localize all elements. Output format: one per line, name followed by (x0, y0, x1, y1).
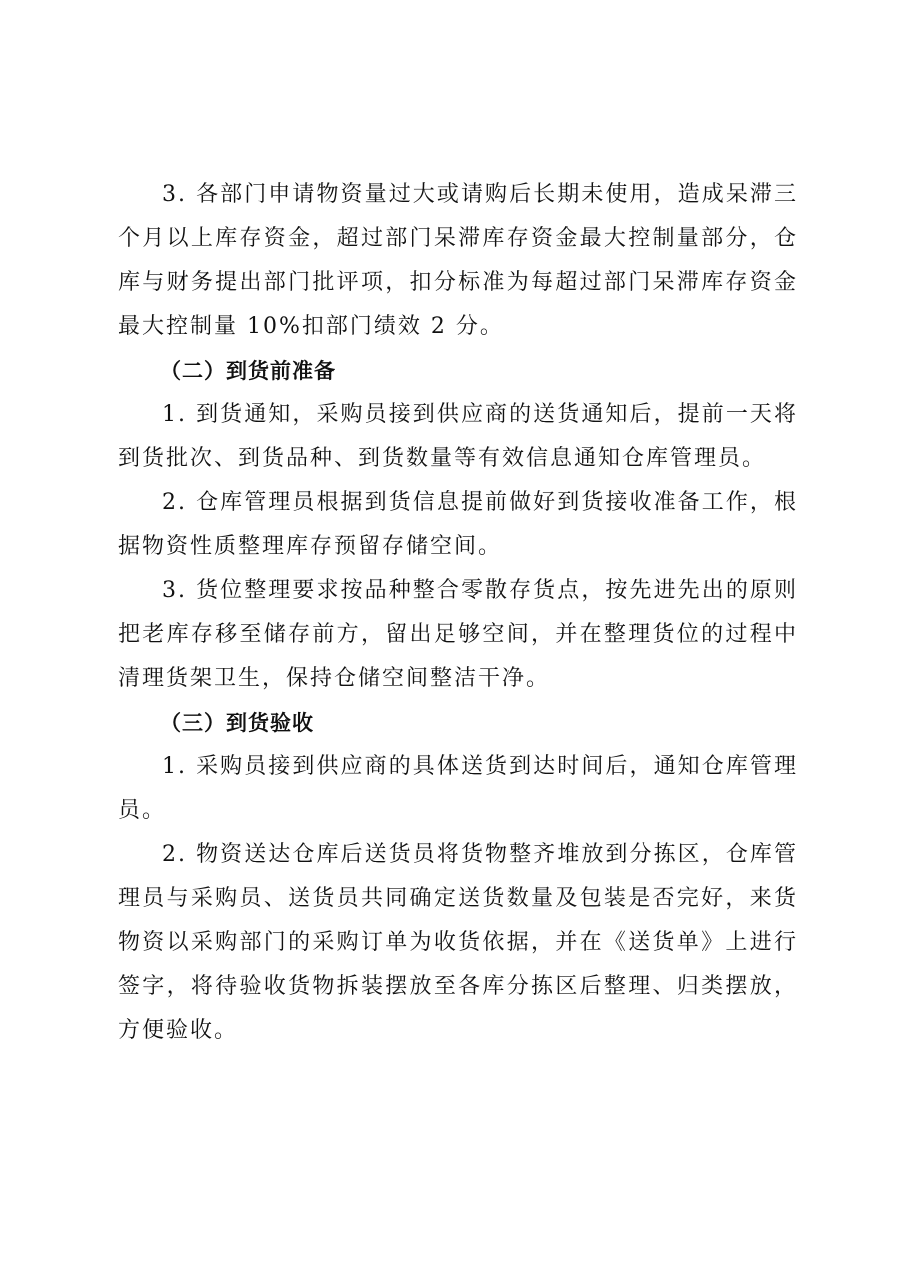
section-heading-arrival-inspection: （三）到货验收 (160, 711, 314, 735)
document-body (118, 173, 798, 1053)
paragraph-slot-arrangement: 3. 货位整理要求按品种整合零散存货点，按先进先出的原则把老库存移至储存前方，留出足够空间，并在整理货位的过程中清理货架卫生，保持仓储空间整洁干净。 (118, 578, 798, 691)
paragraph-receiving-preparation: 2. 仓库管理员根据到货信息提前做好到货接收准备工作，根据物资性质整理库存预留存储空间。 (118, 490, 798, 559)
paragraph-delivery-time-notice: 1. 采购员接到供应商的具体送货到达时间后，通知仓库管理员。 (118, 754, 798, 823)
paragraph-arrival-notice: 1. 到货通知，采购员接到供应商的送货通知后，提前一天将到货批次、到货品种、到货数量等有效信息通知仓库管理员。 (118, 402, 798, 471)
paragraph-delivery-receiving: 2. 物资送达仓库后送货员将货物整齐堆放到分拣区，仓库管理员与采购员、送货员共同确定送货数量及包装是否完好，来货物资以采购部门的采购订单为收货依据，并在《送货单》上进行签字，将待验收货物拆装摆放至各库分拣区后整理、归类摆放，方便验收。 (118, 842, 798, 1043)
section-heading-pre-arrival-preparation: （二）到货前准备 (160, 359, 336, 383)
paragraph-excess-inventory-penalty: 3. 各部门申请物资量过大或请购后长期未使用，造成呆滞三个月以上库存资金，超过部门呆滞库存资金最大控制量部分，仓库与财务提出部门批评项，扣分标准为每超过部门呆滞库存资金最大控制量 10%扣部门绩效 2 分。 (118, 182, 798, 339)
